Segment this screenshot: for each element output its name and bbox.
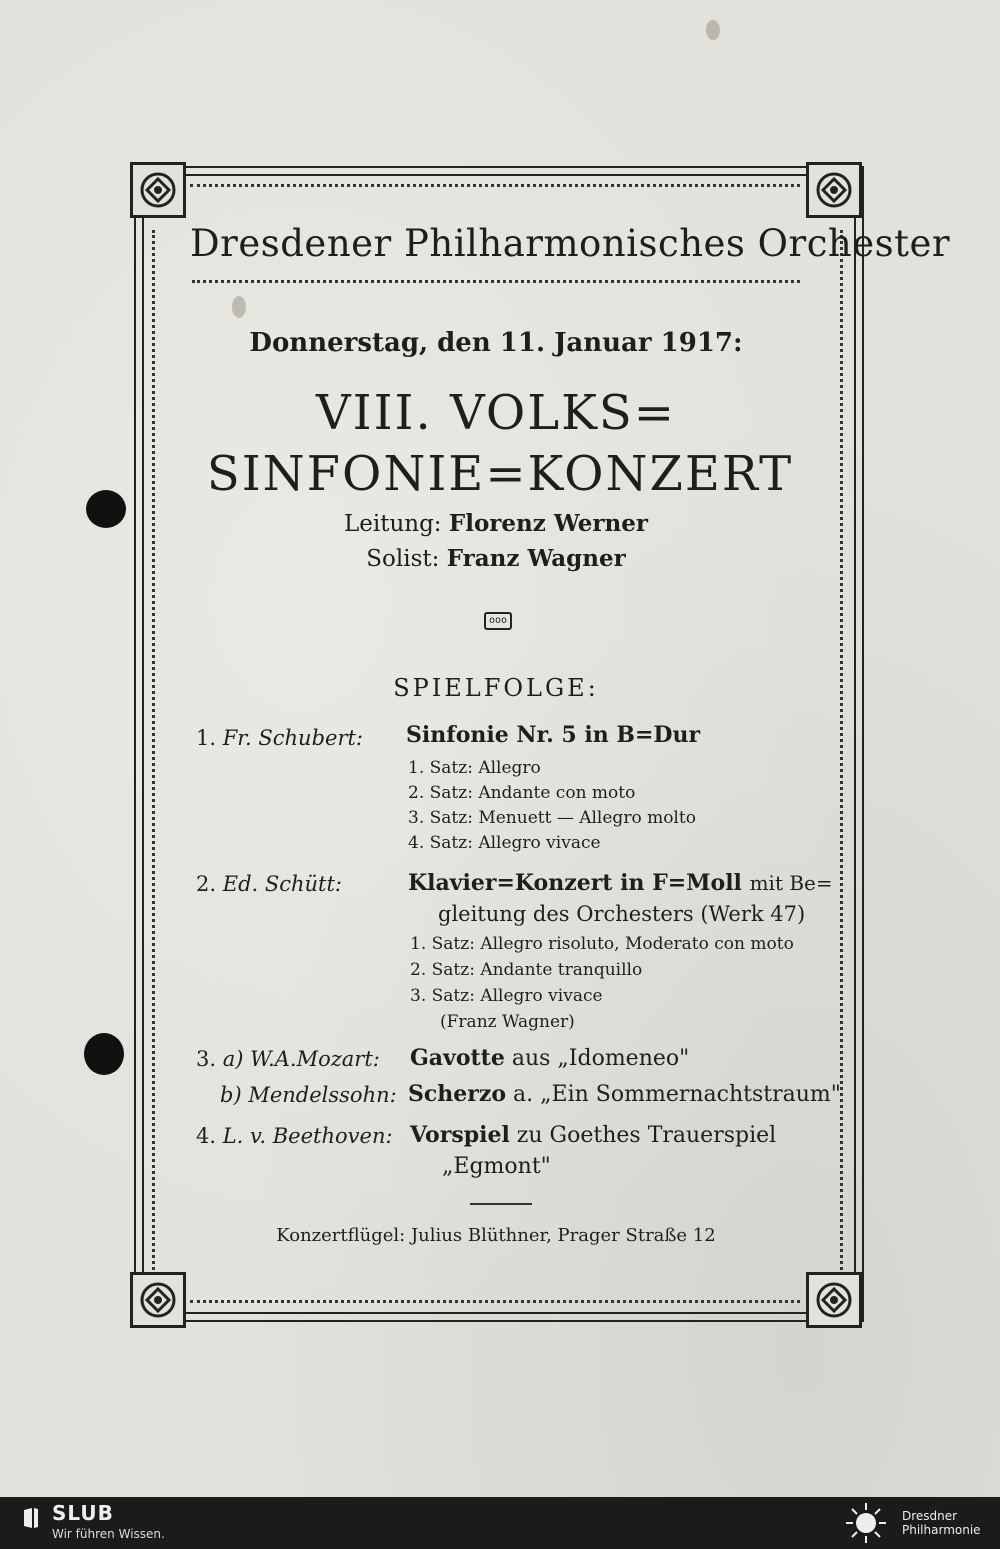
performer-note: (Franz Wagner) [440, 1012, 575, 1032]
program-item-3b-composer: b) Mendelssohn: [220, 1083, 397, 1107]
separator-ornament-icon: ooo [484, 612, 512, 630]
movement: 3. Satz: Menuett — Allegro molto [408, 808, 696, 828]
movement: 2. Satz: Andante tranquillo [410, 960, 643, 980]
paper-stain [706, 20, 720, 40]
piano-sponsor-note: Konzertflügel: Julius Blüthner, Prager Straße 12 [276, 1225, 716, 1246]
corner-ornament-icon [806, 1272, 862, 1328]
program-item-1-work: Sinfonie Nr. 5 in B=Dur [406, 722, 701, 748]
corner-ornament-icon [806, 162, 862, 218]
closing-divider [470, 1203, 532, 1205]
orchestra-name: Dresdener Philharmonisches Orchester [190, 222, 951, 265]
frame-dotted-left [152, 230, 155, 1270]
movement: 3. Satz: Allegro vivace [410, 986, 603, 1006]
bottom-branding-bar [0, 1497, 1000, 1549]
program-item-1-composer: 1. Fr. Schubert: [196, 726, 364, 750]
soloist-line [190, 545, 802, 572]
program-item-3a-composer: 3. a) W.A.Mozart: [196, 1047, 380, 1071]
program-item-2-work: Klavier=Konzert in F=Moll mit Be= [408, 870, 833, 896]
frame-dotted-right [840, 230, 843, 1270]
conductor-name: Florenz Werner [448, 510, 649, 537]
program-heading: SPIELFOLGE: [393, 674, 599, 702]
philharmonie-name: Dresdner Philharmonie [902, 1509, 981, 1537]
program-item-2-work-continued: gleitung des Orchesters (Werk 47) [438, 902, 806, 926]
concert-date: Donnerstag, den 11. Januar 1917: [249, 328, 743, 358]
frame-dotted-top [190, 184, 800, 187]
punch-hole-upper [86, 490, 126, 528]
movement: 4. Satz: Allegro vivace [408, 833, 601, 853]
soloist-name: Franz Wagner [446, 545, 626, 572]
program-item-4-composer: 4. L. v. Beethoven: [196, 1124, 393, 1148]
corner-ornament-icon [130, 162, 186, 218]
movement: 1. Satz: Allegro risoluto, Moderato con moto [410, 934, 794, 954]
program-item-4-work-continued: „Egmont" [442, 1154, 551, 1179]
frame-dotted-bottom [190, 1300, 800, 1303]
slub-logo-icon [22, 1507, 40, 1529]
corner-ornament-icon [130, 1272, 186, 1328]
punch-hole-lower [84, 1033, 124, 1075]
program-item-2-composer: 2. Ed. Schütt: [196, 872, 343, 896]
philharmonie-logo-icon [844, 1501, 888, 1545]
movement: 2. Satz: Andante con moto [408, 783, 636, 803]
soloist-label: Solist: [366, 546, 440, 572]
concert-title-line2: SINFONIE=KONZERT [206, 446, 794, 502]
program-item-3b-work: Scherzo a. „Ein Sommernachtstraum" [408, 1081, 841, 1107]
movement: 1. Satz: Allegro [408, 758, 541, 778]
slub-name: SLUB [52, 1501, 114, 1525]
program-item-3a-work: Gavotte aus „Idomeneo" [410, 1045, 690, 1071]
slub-tagline: Wir führen Wissen. [52, 1527, 165, 1541]
conductor-label: Leitung: [343, 511, 442, 537]
program-item-4-work: Vorspiel zu Goethes Trauerspiel [410, 1122, 777, 1148]
concert-title-line1: VIII. VOLKS= [315, 385, 677, 441]
orchestra-underline [192, 280, 800, 283]
conductor-line [190, 510, 802, 537]
